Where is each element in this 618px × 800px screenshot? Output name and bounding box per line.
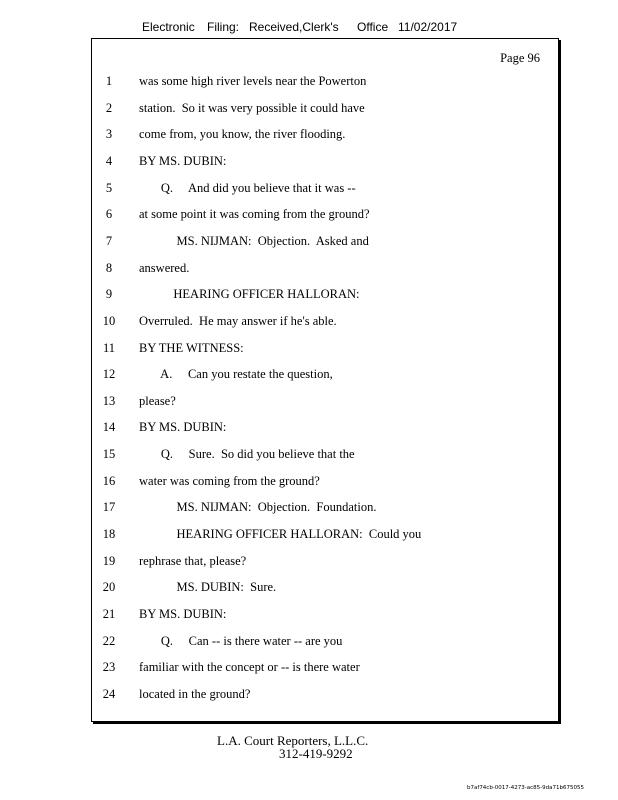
line-text: come from, you know, the river flooding. — [139, 127, 346, 142]
transcript-line — [92, 580, 558, 596]
transcript-line — [92, 394, 558, 410]
line-text: was some high river levels near the Powerton — [139, 74, 367, 88]
transcript-line — [92, 420, 558, 436]
line-number: 11 — [102, 340, 116, 355]
line-number: 21 — [102, 607, 116, 621]
transcript-line — [92, 181, 558, 197]
line-text: please? — [139, 393, 176, 408]
header-date: 11/02/2017 — [398, 20, 458, 34]
transcript-line — [92, 127, 558, 143]
line-number: 5 — [105, 180, 113, 195]
transcript-line — [92, 287, 558, 303]
transcript-line — [92, 500, 558, 516]
line-number: 3 — [105, 127, 113, 142]
line-text: located in the ground? — [139, 686, 251, 701]
line-number: 14 — [102, 420, 116, 435]
line-number: 9 — [105, 287, 113, 302]
line-number: 18 — [102, 527, 116, 542]
line-number: 23 — [102, 660, 116, 675]
line-number: 7 — [105, 233, 113, 248]
footer-company: L.A. Court Reporters, L.L.C. — [217, 733, 369, 748]
transcript-line — [92, 660, 558, 676]
line-number: 1 — [105, 74, 113, 88]
line-number: 2 — [105, 100, 113, 115]
transcript-line — [92, 634, 558, 650]
transcript-line — [92, 341, 558, 357]
line-number: 24 — [102, 686, 116, 701]
document-hash: b7af74cb-0017-4273-ac85-9da71b675055 — [467, 785, 584, 791]
line-text: A. Can you restate the question, — [139, 367, 333, 382]
transcript-line — [92, 261, 558, 277]
line-number: 6 — [105, 207, 113, 222]
transcript-line — [92, 527, 558, 543]
header-electronic: Electronic — [142, 20, 195, 34]
line-text: station. So it was very possible it could have — [139, 100, 365, 115]
line-number: 8 — [105, 260, 113, 275]
line-text: BY MS. DUBIN: — [139, 153, 227, 168]
line-number: 4 — [105, 153, 113, 168]
transcript-line — [92, 367, 558, 383]
footer-phone: 312-419-9292 — [279, 746, 353, 761]
transcript-line — [92, 154, 558, 170]
line-number: 17 — [102, 500, 116, 515]
line-number: 22 — [102, 633, 116, 648]
transcript-line — [92, 207, 558, 223]
line-number: 15 — [102, 447, 116, 462]
transcript-line — [92, 687, 558, 703]
line-number: 20 — [102, 580, 116, 595]
transcript-line — [92, 554, 558, 570]
transcript-page — [91, 38, 559, 722]
line-number: 10 — [102, 313, 116, 328]
line-number: 19 — [102, 553, 116, 568]
line-text: familiar with the concept or -- is there water — [139, 660, 360, 675]
transcript-line — [92, 607, 558, 623]
line-text: BY MS. DUBIN: — [139, 420, 227, 435]
transcript-line — [92, 74, 558, 90]
line-text: rephrase that, please? — [139, 553, 247, 568]
line-text: HEARING OFFICER HALLORAN: Could you — [139, 527, 422, 542]
transcript-line — [92, 314, 558, 330]
line-text: MS. DUBIN: Sure. — [139, 580, 277, 595]
line-text: HEARING OFFICER HALLORAN: — [139, 287, 360, 302]
line-text: Q. Sure. So did you believe that the — [139, 447, 355, 462]
line-text: Overruled. He may answer if he's able. — [139, 313, 337, 328]
line-number: 12 — [102, 367, 116, 382]
line-text: MS. NIJMAN: Objection. Asked and — [139, 233, 369, 248]
transcript-line — [92, 447, 558, 463]
transcript-line — [92, 474, 558, 490]
line-text: answered. — [139, 260, 190, 275]
transcript-line — [92, 101, 558, 117]
header-filing: Filing: — [207, 20, 240, 34]
line-text: Q. Can -- is there water -- are you — [139, 633, 343, 648]
page-number: Page 96 — [500, 51, 540, 65]
line-text: BY MS. DUBIN: — [139, 607, 227, 621]
line-number: 13 — [102, 393, 116, 408]
header-office: Office — [357, 20, 389, 34]
line-text: at some point it was coming from the ground? — [139, 207, 370, 222]
line-text: MS. NIJMAN: Objection. Foundation. — [139, 500, 377, 515]
header-received-clerks: Received,Clerk's — [249, 20, 339, 34]
line-number: 16 — [102, 473, 116, 488]
line-text: BY THE WITNESS: — [139, 340, 244, 355]
line-text: Q. And did you believe that it was -- — [139, 180, 356, 195]
line-text: water was coming from the ground? — [139, 473, 320, 488]
transcript-line — [92, 234, 558, 250]
